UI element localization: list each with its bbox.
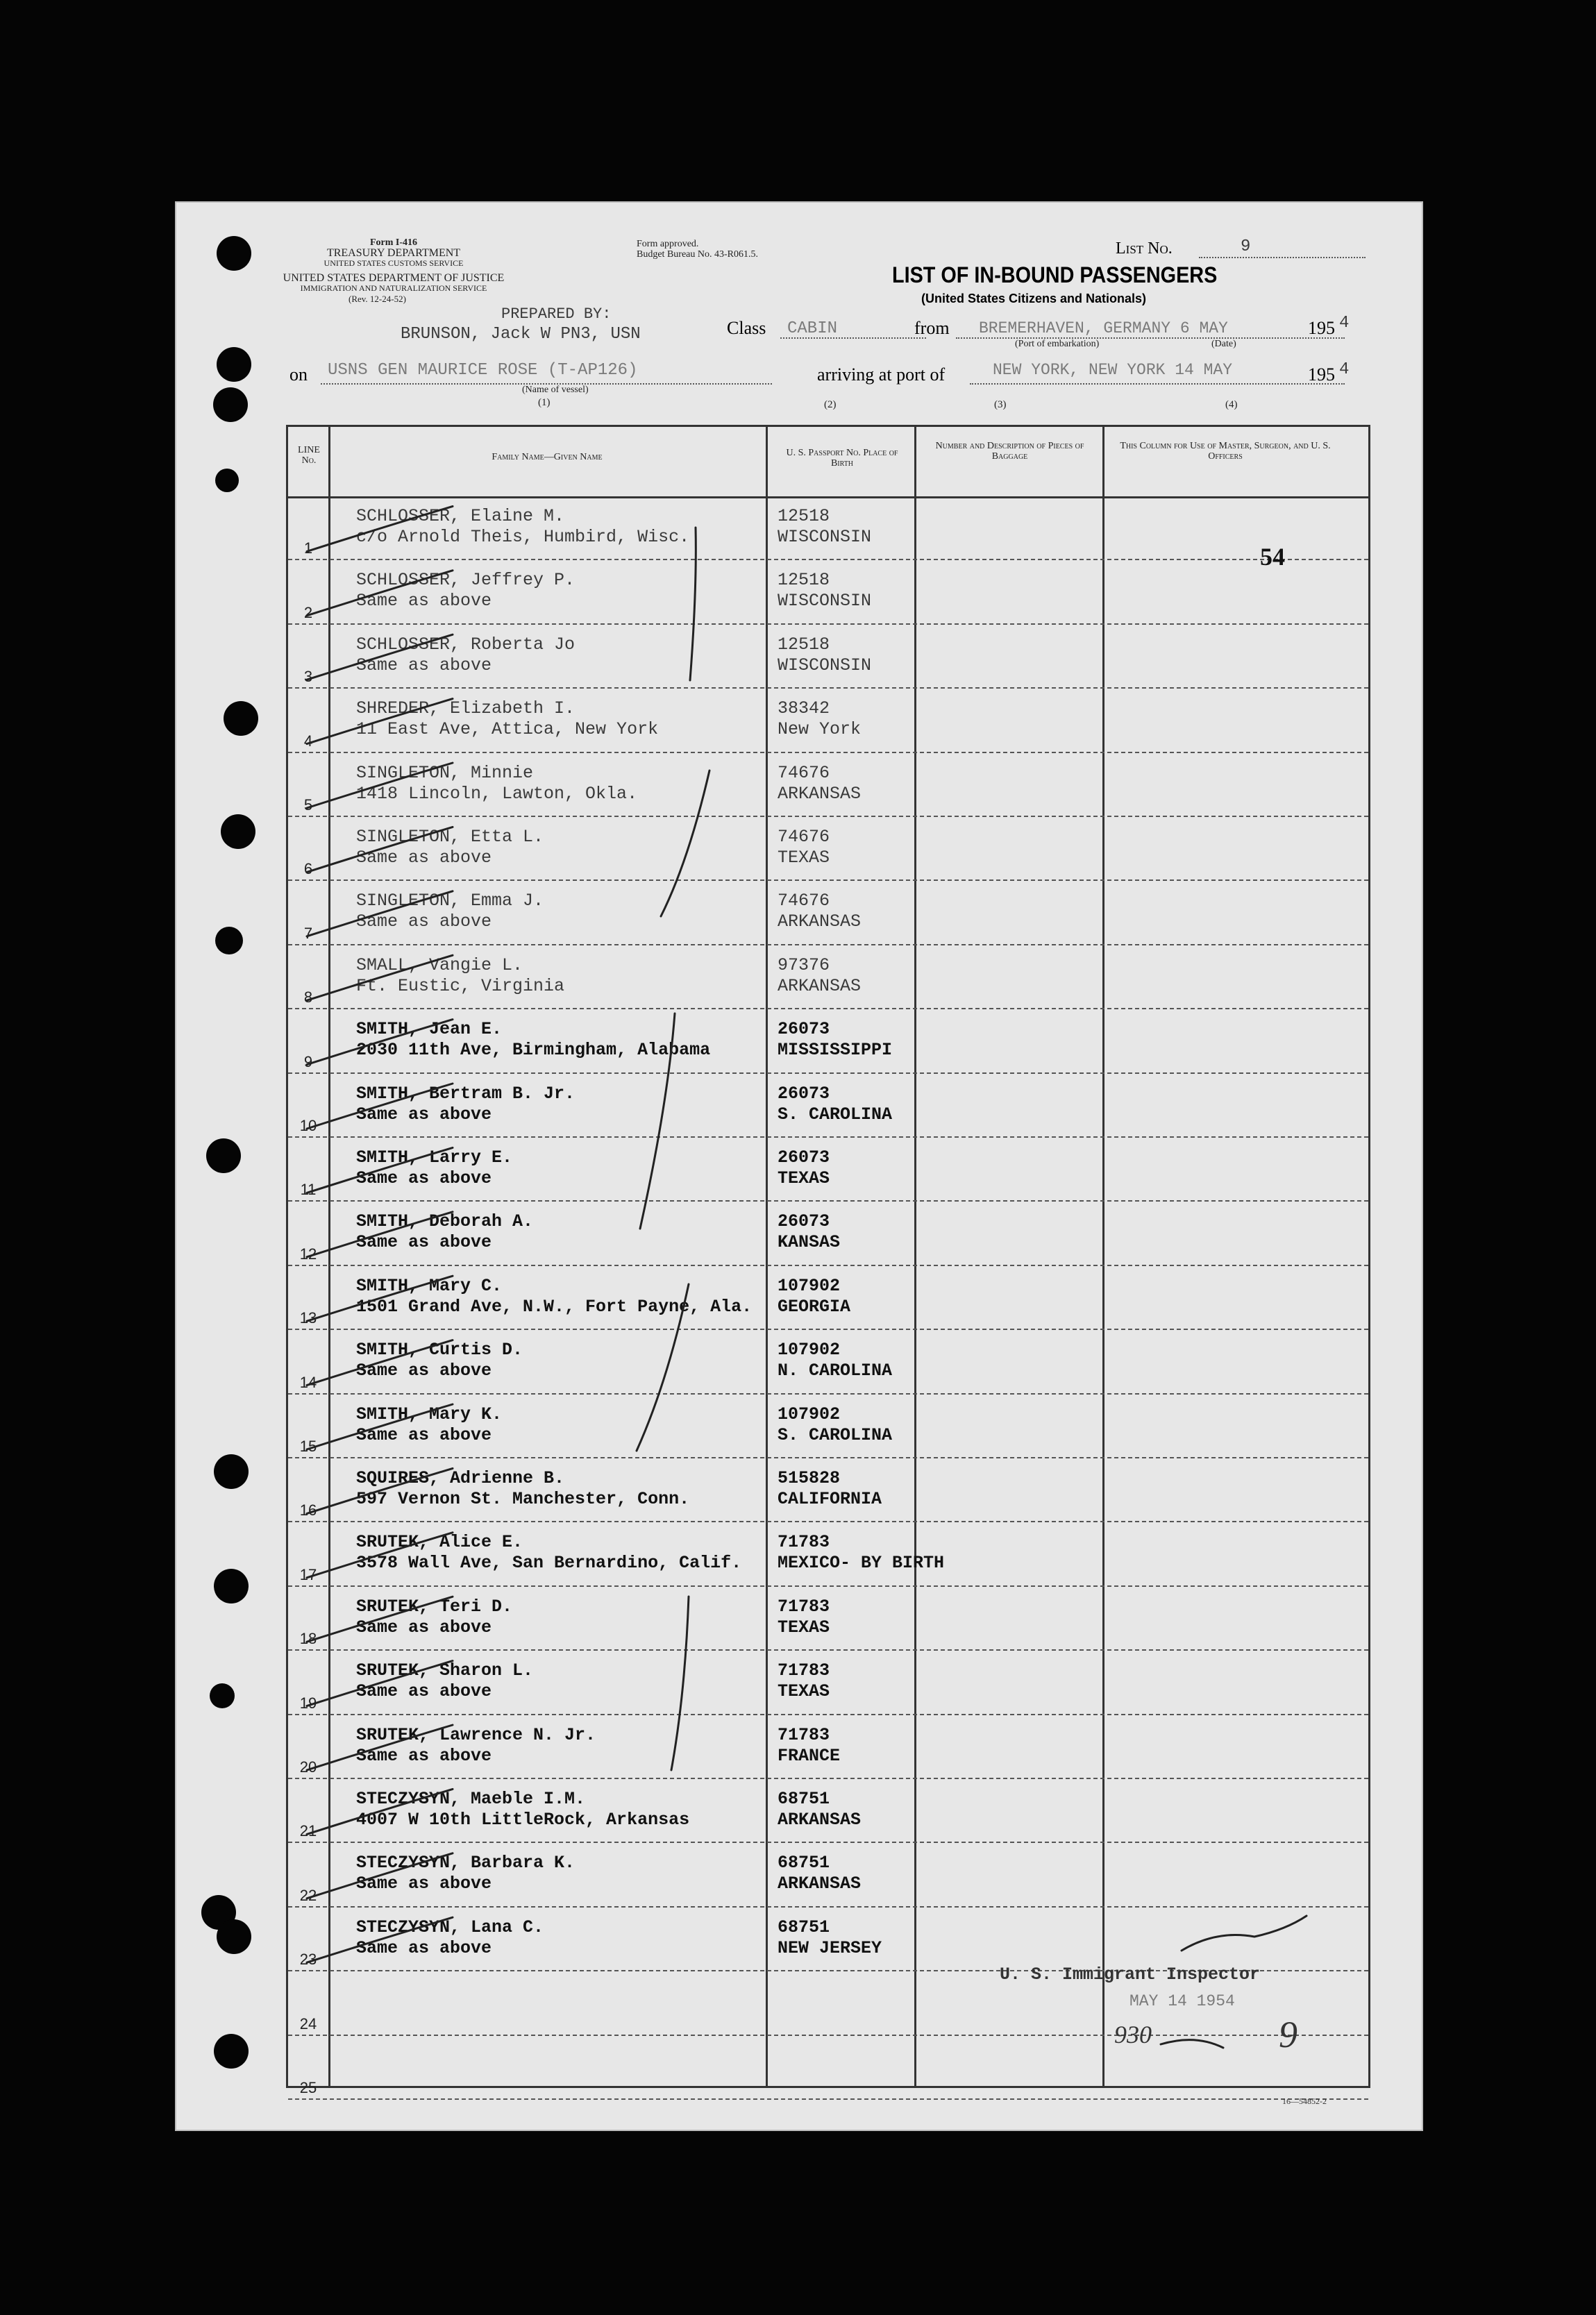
passenger-name: SINGLETON, Emma J. — [356, 891, 544, 911]
place-of-birth: S. CAROLINA — [778, 1424, 893, 1445]
row-number: 11 — [300, 1181, 317, 1199]
passenger-name: SINGLETON, Etta L. — [356, 827, 544, 847]
passport-number: 515828 — [778, 1468, 841, 1488]
table-row — [288, 560, 1368, 624]
row-number: 20 — [299, 1758, 317, 1776]
passport-number: 26073 — [778, 1147, 830, 1168]
passenger-name: SCHLOSSER, Elaine M. — [356, 506, 565, 526]
officer-note: 54 — [1260, 543, 1285, 571]
passenger-address: 4007 W 10th LittleRock, Arkansas — [356, 1810, 690, 1830]
table-row — [288, 945, 1368, 1009]
table-row — [288, 496, 1368, 560]
table-row — [288, 1908, 1368, 1971]
on-label: on — [289, 364, 308, 385]
arrival-port: NEW YORK, NEW YORK 14 MAY — [993, 361, 1233, 379]
row-number: 21 — [299, 1822, 317, 1840]
column-number-4: (4) — [1225, 399, 1238, 410]
passenger-name: SMITH, Larry E. — [356, 1147, 513, 1168]
row-number: 25 — [299, 2078, 317, 2096]
passenger-name: SRUTEK, Lawrence N. Jr. — [356, 1724, 596, 1745]
header-passport: U. S. Passport No. Place of Birth — [786, 448, 898, 469]
row-number: 8 — [303, 988, 313, 1007]
row-number: 19 — [299, 1694, 317, 1712]
table-row — [288, 1330, 1368, 1394]
table-row — [288, 1395, 1368, 1458]
passport-number: 68751 — [778, 1917, 830, 1937]
passenger-address: Same as above — [356, 1424, 492, 1445]
passenger-address: 1501 Grand Ave, N.W., Fort Payne, Ala. — [356, 1296, 753, 1317]
treasury-dept: TREASURY DEPARTMENT — [326, 247, 461, 259]
year-suffix: 4 — [1339, 314, 1350, 332]
passenger-address: Same as above — [356, 1937, 492, 1958]
form-number: Form I-416 — [369, 237, 418, 248]
punch-hole — [206, 1138, 241, 1173]
passenger-address: Same as above — [356, 1874, 492, 1894]
table-row — [288, 689, 1368, 752]
passport-number: 71783 — [778, 1532, 830, 1553]
table-row — [288, 817, 1368, 881]
year-prefix: 195 — [1308, 318, 1335, 338]
passenger-address: 1418 Lincoln, Lawton, Okla. — [356, 783, 638, 804]
passport-number: 68751 — [778, 1853, 830, 1874]
passenger-address: 11 East Ave, Attica, New York — [356, 719, 659, 740]
punch-hole — [214, 1454, 249, 1489]
place-of-birth: MISSISSIPPI — [778, 1040, 893, 1061]
punch-hole — [214, 2034, 249, 2069]
place-of-birth: TEXAS — [778, 1617, 830, 1638]
place-of-birth: ARKANSAS — [778, 911, 862, 932]
passenger-address: Same as above — [356, 1681, 492, 1702]
row-number: 17 — [299, 1565, 317, 1583]
row-number: 15 — [299, 1437, 317, 1455]
justice-dept: UNITED STATES DEPARTMENT OF JUSTICE — [283, 272, 505, 284]
row-number: 6 — [303, 860, 313, 878]
form-subtitle: (United States Citizens and Nationals) — [921, 292, 1147, 305]
place-of-birth: NEW JERSEY — [778, 1937, 882, 1958]
passport-number: 12518 — [778, 506, 830, 526]
table-row — [288, 1843, 1368, 1907]
passport-number: 26073 — [778, 1083, 830, 1104]
punch-hole — [215, 469, 239, 492]
passenger-name: STECZYSYN, Maeble I.M. — [356, 1789, 586, 1809]
list-no-value: 9 — [1241, 237, 1251, 256]
revision: (Rev. 12-24-52) — [348, 294, 406, 304]
table-row — [288, 1266, 1368, 1330]
passenger-address: Same as above — [356, 1232, 492, 1253]
row-number: 22 — [299, 1886, 317, 1904]
passenger-table — [286, 425, 1370, 2096]
class-value: CABIN — [787, 319, 838, 338]
table-row — [288, 1779, 1368, 1843]
footer-code: 16—54852-2 — [1282, 2096, 1327, 2106]
passport-number: 107902 — [778, 1340, 841, 1361]
passenger-address: Same as above — [356, 848, 492, 868]
form-title: LIST OF IN-BOUND PASSENGERS — [892, 262, 1218, 287]
passenger-address: Same as above — [356, 655, 492, 675]
punch-hole — [213, 387, 248, 422]
place-of-birth: MEXICO- BY BIRTH — [778, 1553, 945, 1574]
passport-number: 74676 — [778, 827, 830, 847]
place-of-birth: S. CAROLINA — [778, 1104, 893, 1125]
inspector-label: U. S. Immigrant Inspector — [1000, 1964, 1261, 1985]
place-of-birth: N. CAROLINA — [778, 1361, 893, 1381]
punch-hole — [221, 814, 255, 849]
row-number: 16 — [299, 1501, 317, 1520]
row-number: 3 — [303, 668, 313, 686]
place-of-birth: CALIFORNIA — [778, 1489, 882, 1509]
passenger-address: c/o Arnold Theis, Humbird, Wisc. — [356, 527, 690, 547]
passport-number: 74676 — [778, 891, 830, 911]
row-number: 18 — [299, 1630, 317, 1648]
place-of-birth: WISCONSIN — [778, 655, 872, 675]
table-row — [288, 1138, 1368, 1202]
place-of-birth: WISCONSIN — [778, 527, 872, 547]
passenger-name: SHREDER, Elizabeth I. — [356, 698, 576, 719]
row-number: 1 — [303, 539, 313, 557]
passenger-name: SRUTEK, Teri D. — [356, 1596, 513, 1617]
place-of-birth: ARKANSAS — [778, 1810, 862, 1830]
prepared-by: PREPARED BY: — [501, 305, 612, 323]
passenger-address: Same as above — [356, 591, 492, 612]
place-of-birth: ARKANSAS — [778, 975, 862, 996]
passenger-name: SMITH, Mary C. — [356, 1275, 503, 1296]
place-of-birth: ARKANSAS — [778, 783, 862, 804]
table-row — [288, 1458, 1368, 1522]
header-line-no: LINE No. — [298, 445, 320, 466]
passenger-name: SMITH, Mary K. — [356, 1404, 503, 1424]
handwritten-list-no: 9 — [1279, 2014, 1297, 2055]
budget-bureau: Budget Bureau No. 43-R061.5. — [637, 249, 758, 260]
passenger-name: SMITH, Deborah A. — [356, 1211, 534, 1232]
port-embark-caption: (Port of embarkation) — [1015, 339, 1100, 349]
row-number: 24 — [299, 2014, 317, 2032]
ins: IMMIGRATION AND NATURALIZATION SERVICE — [300, 283, 487, 293]
row-number: 5 — [303, 795, 313, 814]
table-row — [288, 753, 1368, 817]
punch-hole — [217, 347, 251, 382]
row-number: 12 — [299, 1245, 317, 1263]
table-row — [288, 625, 1368, 689]
table-row — [288, 881, 1368, 945]
passenger-name: SMALL, Vangie L. — [356, 954, 523, 975]
row-number: 2 — [303, 603, 313, 621]
table-row — [288, 1009, 1368, 1073]
passenger-address: Same as above — [356, 911, 492, 932]
row-number: 13 — [299, 1309, 317, 1327]
passenger-address: Same as above — [356, 1168, 492, 1188]
passenger-name: STECZYSYN, Lana C. — [356, 1917, 544, 1937]
passenger-name: SMITH, Bertram B. Jr. — [356, 1083, 576, 1104]
punch-hole — [214, 1569, 249, 1603]
passenger-name: SCHLOSSER, Jeffrey P. — [356, 570, 576, 591]
date-caption: (Date) — [1211, 339, 1236, 349]
place-of-birth: New York — [778, 719, 862, 740]
passport-number: 12518 — [778, 570, 830, 591]
passenger-name: SINGLETON, Minnie — [356, 762, 534, 783]
approval-block — [637, 239, 758, 260]
passport-number: 12518 — [778, 634, 830, 655]
row-divider — [288, 2098, 1368, 2100]
passport-number: 71783 — [778, 1724, 830, 1745]
passport-number: 71783 — [778, 1660, 830, 1681]
passport-number: 74676 — [778, 762, 830, 783]
place-of-birth: WISCONSIN — [778, 591, 872, 612]
handwritten-time: 930 — [1114, 2021, 1152, 2048]
place-of-birth: TEXAS — [778, 1168, 830, 1188]
passenger-address: Same as above — [356, 1361, 492, 1381]
year-prefix-2: 195 — [1308, 364, 1335, 385]
list-no-label: List No. — [1116, 239, 1173, 258]
from-label: from — [914, 318, 950, 338]
preparer-name: BRUNSON, Jack W PN3, USN — [401, 325, 641, 344]
form-approved: Form approved. — [637, 239, 699, 249]
table-header — [288, 427, 1368, 498]
passenger-name: SRUTEK, Sharon L. — [356, 1660, 534, 1681]
passport-number: 107902 — [778, 1275, 841, 1296]
table-row — [288, 2036, 1368, 2100]
row-number: 9 — [303, 1052, 313, 1070]
header-left — [279, 237, 508, 304]
from-value: BREMERHAVEN, GERMANY 6 MAY — [979, 319, 1228, 337]
place-of-birth: TEXAS — [778, 1681, 830, 1702]
place-of-birth: FRANCE — [778, 1745, 841, 1766]
passport-number: 71783 — [778, 1596, 830, 1617]
form-page — [175, 201, 1423, 2131]
column-number-1: (1) — [538, 397, 551, 408]
customs-service: UNITED STATES CUSTOMS SERVICE — [324, 258, 464, 268]
table-row — [288, 1651, 1368, 1715]
passenger-name: SCHLOSSER, Roberta Jo — [356, 634, 576, 655]
passenger-address: 2030 11th Ave, Birmingham, Alabama — [356, 1040, 711, 1061]
row-number: 10 — [299, 1116, 317, 1134]
punch-hole — [215, 927, 243, 954]
passport-number: 38342 — [778, 698, 830, 719]
row-number: 7 — [303, 924, 313, 942]
passenger-address: 597 Vernon St. Manchester, Conn. — [356, 1489, 690, 1509]
table-row — [288, 1074, 1368, 1138]
arriving-label: arriving at port of — [817, 364, 946, 385]
punch-hole — [210, 1683, 235, 1708]
arrival-line — [970, 383, 1345, 385]
passport-number: 26073 — [778, 1019, 830, 1040]
class-label: Class — [727, 318, 766, 338]
passenger-address: Same as above — [356, 1745, 492, 1766]
passenger-address: 3578 Wall Ave, San Bernardino, Calif. — [356, 1553, 742, 1574]
place-of-birth: ARKANSAS — [778, 1874, 862, 1894]
table-row — [288, 1202, 1368, 1265]
passport-number: 68751 — [778, 1789, 830, 1809]
column-number-3: (3) — [994, 399, 1007, 410]
passenger-name: SMITH, Curtis D. — [356, 1340, 523, 1361]
passport-number: 97376 — [778, 954, 830, 975]
inspector-stamp-date: MAY 14 1954 — [1129, 1992, 1235, 2010]
header-baggage: Number and Description of Pieces of Baggage — [935, 441, 1084, 462]
passenger-name: STECZYSYN, Barbara K. — [356, 1853, 576, 1874]
table-row — [288, 1715, 1368, 1779]
passport-number: 107902 — [778, 1404, 841, 1424]
passport-number: 26073 — [778, 1211, 830, 1232]
header-officers: This Column for Use of Master, Surgeon, and U. S. Officers — [1120, 441, 1331, 462]
passenger-name: SQUIRES, Adrienne B. — [356, 1468, 565, 1488]
place-of-birth: KANSAS — [778, 1232, 841, 1253]
vessel-name: USNS GEN MAURICE ROSE (T-AP126) — [328, 361, 638, 380]
table-row — [288, 1522, 1368, 1586]
list-no-line — [1199, 257, 1366, 258]
place-of-birth: GEORGIA — [778, 1296, 851, 1317]
place-of-birth: TEXAS — [778, 848, 830, 868]
passenger-address: Same as above — [356, 1104, 492, 1125]
punch-hole — [224, 701, 258, 736]
passenger-address: Ft. Eustic, Virginia — [356, 975, 565, 996]
from-line — [956, 337, 1345, 339]
row-number: 23 — [299, 1951, 317, 1969]
passenger-address: Same as above — [356, 1617, 492, 1638]
passenger-name: SMITH, Jean E. — [356, 1019, 503, 1040]
table-row — [288, 1587, 1368, 1651]
year-suffix-2: 4 — [1339, 360, 1350, 379]
punch-hole — [217, 1919, 251, 1954]
passenger-name: SRUTEK, Alice E. — [356, 1532, 523, 1553]
row-number: 14 — [299, 1373, 317, 1391]
header-name: Family Name—Given Name — [492, 452, 603, 462]
row-number: 4 — [303, 732, 313, 750]
column-number-2: (2) — [824, 399, 837, 410]
vessel-caption: (Name of vessel) — [522, 385, 589, 395]
punch-hole — [217, 236, 251, 271]
